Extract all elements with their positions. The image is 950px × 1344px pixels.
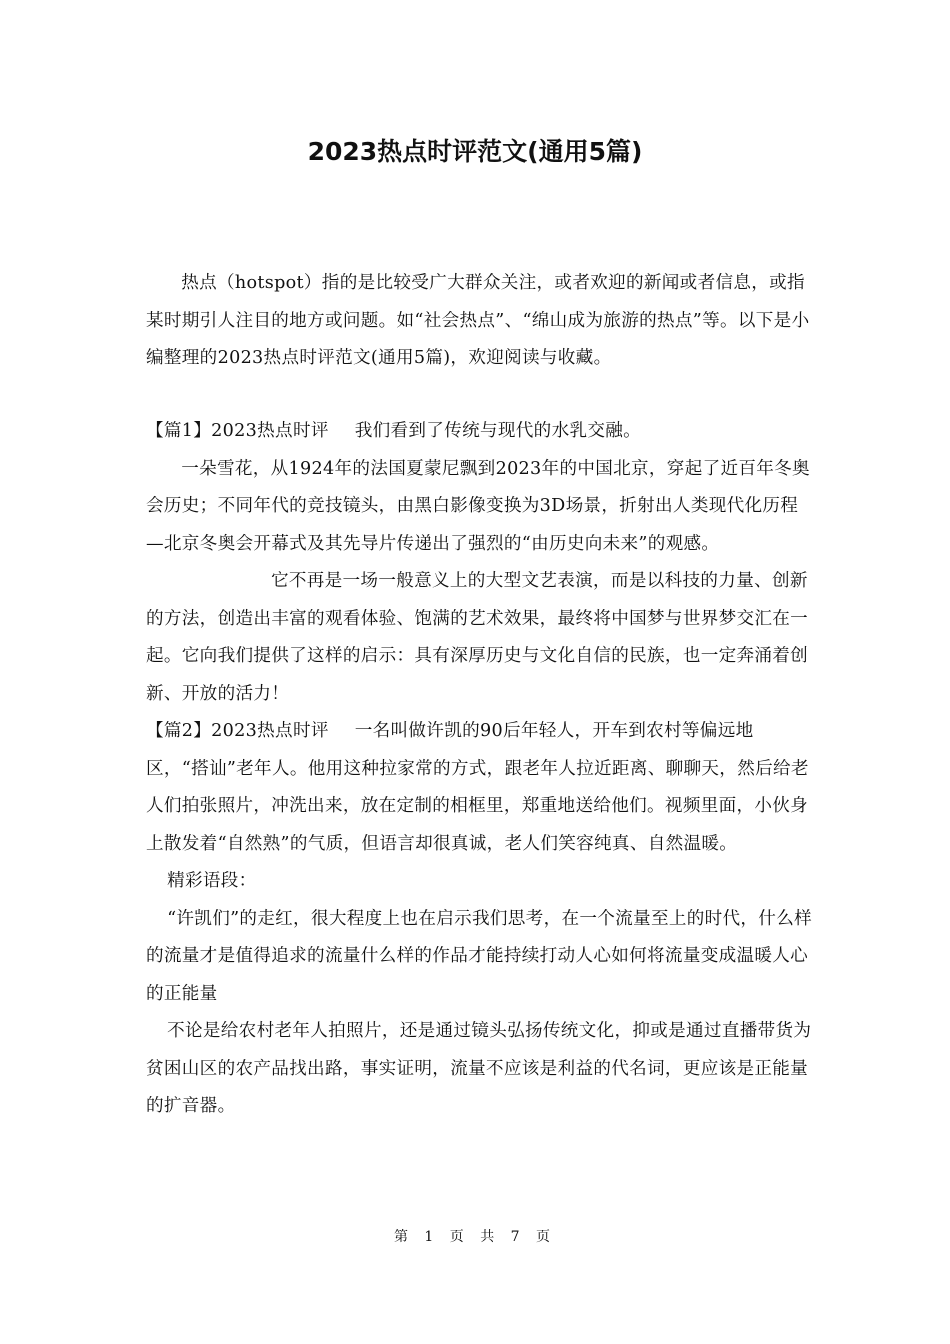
section-1-heading xyxy=(146,413,814,451)
section-2-lead: 一名叫做许凯的90后年轻人，开车到农村等偏远地区，“搭讪”老年人。他用这种拉家常的方式，跟老年人拉近距离、聊聊天，然后给老人们拍张照片，冲洗出来，放在定制的相框里，郑重地送给他们。视频里面，小伙身上散发着“自然熟”的气质，但语言却很真诚，老人们笑容纯真、自然温暖。 xyxy=(146,721,809,854)
section-2-paragraph-2: 不论是给农村老年人拍照片，还是通过镜头弘扬传统文化，抑或是通过直播带货为贫困山区的农产品找出路，事实证明，流量不应该是利益的代名词，更应该是正能量的扩音器。 xyxy=(146,1021,812,1116)
content-section xyxy=(146,413,814,1126)
section-1-paragraph-1: 一朵雪花，从1924年的法国夏蒙尼飘到2023年的中国北京，穿起了近百年冬奥会历史；不同年代的竞技镜头，由黑白影像变换为3D场景，折射出人类现代化历程—北京冬奥会开幕式及其先导片传递出了强烈的“由历史向未来”的观感。 xyxy=(146,458,810,554)
section-2-heading xyxy=(146,713,814,863)
intro-paragraph: 热点（hotspot）指的是比较受广大群众关注，或者欢迎的新闻或者信息，或指某时期引人注目的地方或问题。如“社会热点”、“绵山成为旅游的热点”等。以下是小编整理的2023热点时评范文(通用5篇)，欢迎阅读与收藏。 xyxy=(146,273,810,368)
section-1-lead: 我们看到了传统与现代的水乳交融。 xyxy=(354,421,642,441)
document-title: 2023热点时评范文(通用5篇) xyxy=(307,137,643,166)
section-2-subheading: 精彩语段： xyxy=(167,871,257,891)
section-1-label: 【篇1】2023热点时评 xyxy=(146,421,329,441)
section-2-label: 【篇2】2023热点时评 xyxy=(146,721,329,741)
page-footer: 第 1 页 共 7 页 xyxy=(393,1229,557,1245)
section-2-paragraph-1: “许凯们”的走红，很大程度上也在启示我们思考，在一个流量至上的时代，什么样的流量才是值得追求的流量什么样的作品才能持续打动人心如何将流量变成温暖人心的正能量 xyxy=(146,908,812,1004)
intro-section xyxy=(146,265,814,378)
section-1-paragraph-2: 它不再是一场一般意义上的大型文艺表演，而是以科技的力量、创新的方法，创造出丰富的观看体验、饱满的艺术效果，最终将中国梦与世界梦交汇在一起。它向我们提供了这样的启示：具有深厚历史与文化自信的民族，也一定奔涌着创新、开放的活力！ xyxy=(146,571,809,704)
